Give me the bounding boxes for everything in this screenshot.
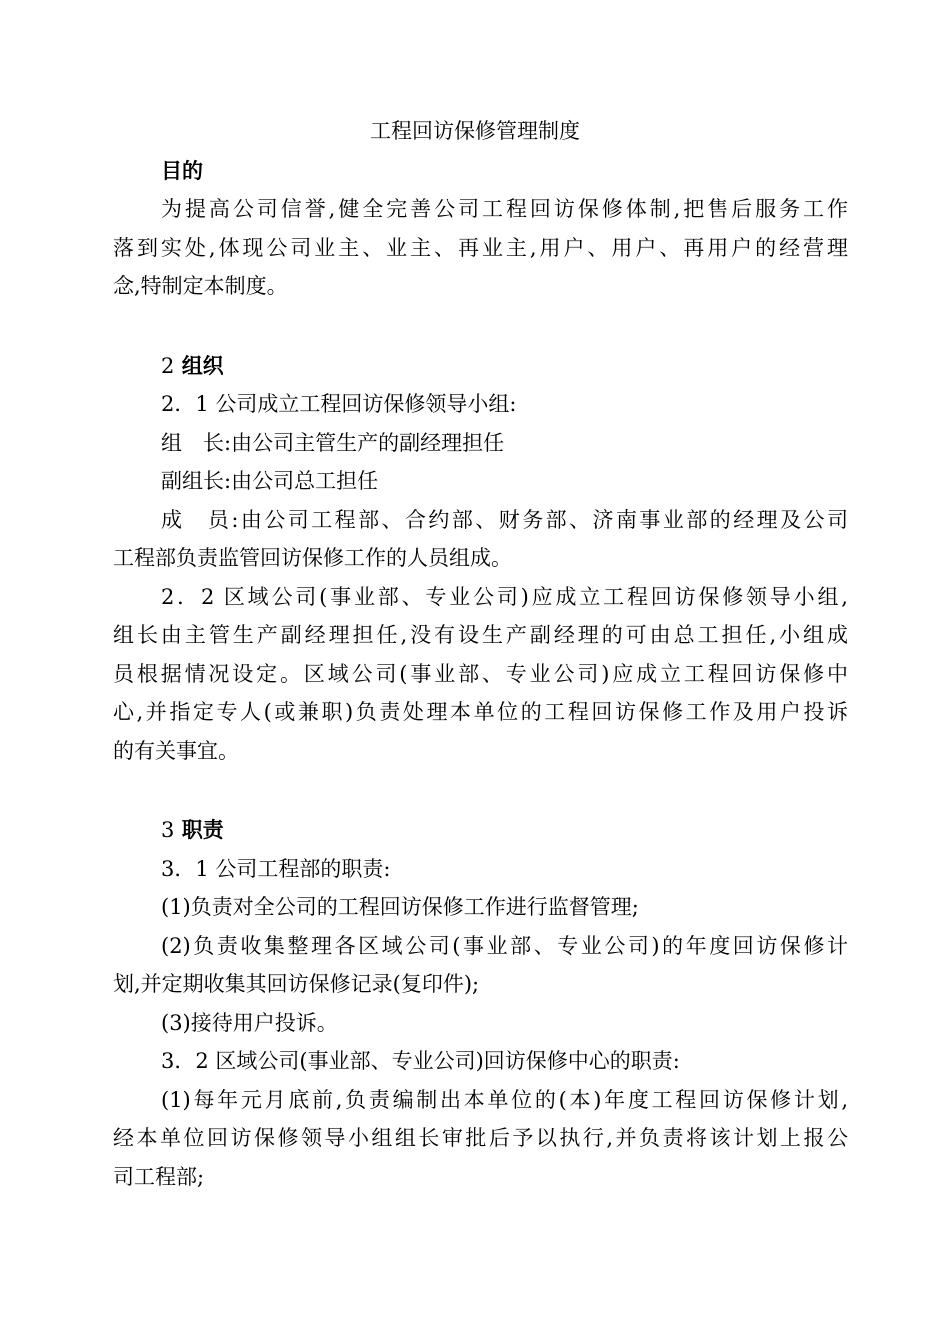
paragraph-line: (2)负责收集整理各区域公司(事业部、专业公司)的年度回访保修计 [161, 934, 848, 958]
paragraph-line: 念,特制定本制度。 [113, 274, 288, 298]
paragraph-line: 司工程部; [113, 1165, 205, 1189]
paragraph-line: 心,并指定专人(或兼职)负责处理本单位的工程回访保修工作及用户投诉 [113, 700, 848, 724]
document-title: 工程回访保修管理制度 [370, 119, 580, 143]
paragraph-line: 经本单位回访保修领导小组组长审批后予以执行,并负责将该计划上报公 [113, 1126, 848, 1150]
paragraph-line: 副组长:由公司总工担任 [161, 469, 379, 493]
paragraph-line: 3．2 区域公司(事业部、专业公司)回访保修中心的职责: [161, 1049, 680, 1073]
paragraph-line: (1)负责对全公司的工程回访保修工作进行监督管理; [161, 895, 639, 919]
paragraph-line: 划,并定期收集其回访保修记录(复印件); [113, 972, 480, 996]
section-heading-duties: 3 职责 [161, 818, 224, 842]
paragraph-line: 的有关事宜。 [113, 739, 239, 763]
paragraph-line: 员根据情况设定。区域公司(事业部、专业公司)应成立工程回访保修中 [113, 662, 848, 686]
paragraph-line: 2．1 公司成立工程回访保修领导小组: [161, 392, 517, 416]
paragraph-line: 落到实处,体现公司业主、业主、再业主,用户、用户、再用户的经营理 [113, 236, 848, 260]
paragraph-line: 为提高公司信誉,健全完善公司工程回访保修体制,把售后服务工作 [161, 197, 848, 221]
section-heading-organization: 2 组织 [161, 354, 224, 378]
paragraph-line: 工程部负责监管回访保修工作的人员组成。 [113, 546, 512, 570]
paragraph-line: 组 长:由公司主管生产的副经理担任 [161, 431, 505, 455]
paragraph-line: 2．2 区域公司(事业部、专业公司)应成立工程回访保修领导小组, [161, 585, 848, 609]
paragraph-line: (3)接待用户投诉。 [161, 1011, 338, 1035]
section-heading-purpose: 目的 [161, 159, 203, 183]
paragraph-line: (1)每年元月底前,负责编制出本单位的(本)年度工程回访保修计划, [161, 1088, 848, 1112]
paragraph-line: 组长由主管生产副经理担任,没有设生产副经理的可由总工担任,小组成 [113, 623, 848, 647]
paragraph-line: 3．1 公司工程部的职责: [161, 857, 391, 881]
paragraph-line: 成 员:由公司工程部、合约部、财务部、济南事业部的经理及公司 [161, 508, 848, 532]
